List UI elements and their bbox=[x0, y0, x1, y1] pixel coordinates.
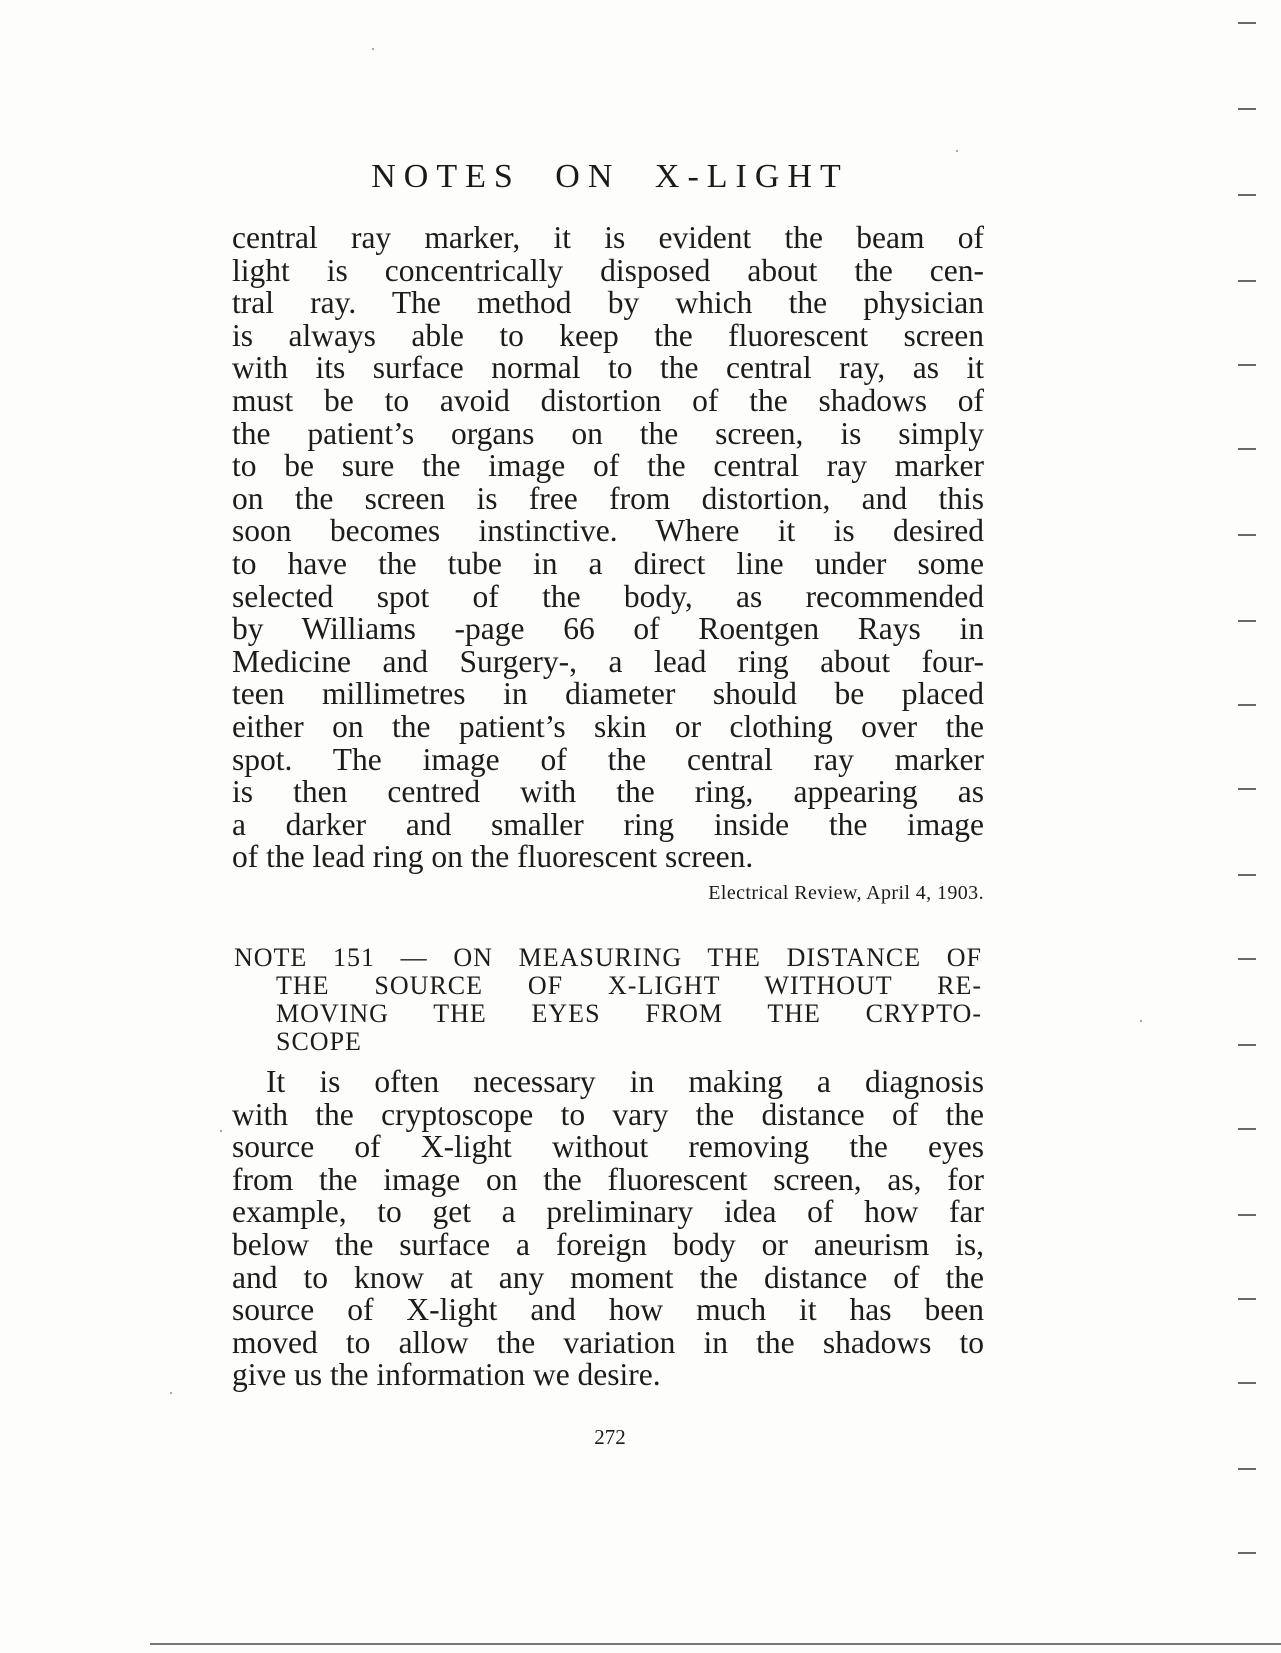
page-number: 272 bbox=[594, 1425, 626, 1449]
body-paragraph bbox=[232, 1066, 984, 1392]
text-line: tral ray. The method by which the physician bbox=[232, 285, 984, 321]
body-paragraph-continued bbox=[232, 222, 984, 874]
text-line: either on the patient’s skin or clothing over the bbox=[232, 708, 984, 744]
edge-tick bbox=[1238, 448, 1256, 450]
heading-line: NOTE 151 — ON MEASURING THE DISTANCE OF bbox=[234, 943, 982, 972]
heading-line: MOVING THE EYES FROM THE CRYPTO- bbox=[276, 999, 982, 1028]
edge-tick bbox=[1238, 620, 1256, 622]
text-line: spot. The image of the central ray marker bbox=[232, 741, 984, 777]
scan-speck bbox=[170, 1392, 172, 1394]
text-line: light is concentrically disposed about the cen- bbox=[232, 252, 984, 288]
edge-tick bbox=[1238, 1468, 1256, 1470]
edge-tick bbox=[1238, 194, 1256, 196]
heading-line: SCOPE bbox=[276, 1027, 362, 1056]
edge-tick bbox=[1238, 1044, 1256, 1046]
text-line: give us the information we desire. bbox=[232, 1357, 661, 1393]
text-line: on the screen is free from distortion, and this bbox=[232, 480, 984, 516]
edge-tick bbox=[1238, 280, 1256, 282]
text-line: by Williams -page 66 of Roentgen Rays in bbox=[232, 611, 984, 647]
text-line: is then centred with the ring, appearing as bbox=[232, 774, 984, 810]
edge-tick bbox=[1238, 958, 1256, 960]
text-line: to have the tube in a direct line under some bbox=[232, 545, 984, 581]
text-line: selected spot of the body, as recommended bbox=[232, 578, 984, 614]
scan-speck bbox=[956, 150, 958, 152]
edge-tick bbox=[1238, 22, 1256, 24]
text-line: a darker and smaller ring inside the image bbox=[232, 806, 984, 842]
text-line: soon becomes instinctive. Where it is desired bbox=[232, 513, 984, 549]
text-line: of the lead ring on the fluorescent screen. bbox=[232, 839, 754, 875]
text-line: with its surface normal to the central ray, as it bbox=[232, 350, 984, 386]
scan-bottom-edge bbox=[150, 1643, 1281, 1645]
edge-tick bbox=[1238, 1214, 1256, 1216]
text-line: with the cryptoscope to vary the distance of the bbox=[232, 1096, 984, 1132]
text-line: moved to allow the variation in the shadows to bbox=[232, 1324, 984, 1360]
edge-tick bbox=[1238, 874, 1256, 876]
edge-tick bbox=[1238, 1382, 1256, 1384]
text-line: source of X-light and how much it has been bbox=[232, 1292, 984, 1328]
scan-speck bbox=[372, 48, 374, 50]
text-line: and to know at any moment the distance of the bbox=[232, 1259, 984, 1295]
text-line: Medicine and Surgery-, a lead ring about four- bbox=[232, 643, 984, 679]
heading-line: THE SOURCE OF X-LIGHT WITHOUT RE- bbox=[276, 971, 982, 1000]
text-line: the patient’s organs on the screen, is simply bbox=[232, 415, 984, 451]
edge-tick bbox=[1238, 1298, 1256, 1300]
edge-tick bbox=[1238, 364, 1256, 366]
text-line: central ray marker, it is evident the beam of bbox=[232, 220, 984, 255]
scan-speck bbox=[220, 1130, 222, 1132]
edge-tick bbox=[1238, 788, 1256, 790]
edge-tick bbox=[1238, 534, 1256, 536]
running-head: NOTES ON X-LIGHT bbox=[371, 158, 849, 195]
text-line: to be sure the image of the central ray marker bbox=[232, 448, 984, 484]
text-line: is always able to keep the fluorescent screen bbox=[232, 317, 984, 353]
text-line: source of X-light without removing the eyes bbox=[232, 1129, 984, 1165]
text-line: example, to get a preliminary idea of how far bbox=[232, 1194, 984, 1230]
edge-tick bbox=[1238, 1128, 1256, 1130]
text-line: It is often necessary in making a diagnosis bbox=[266, 1064, 984, 1099]
edge-tick bbox=[1238, 108, 1256, 110]
text-line: below the surface a foreign body or aneurism is, bbox=[232, 1226, 984, 1262]
edge-tick bbox=[1238, 704, 1256, 706]
text-line: from the image on the fluorescent screen, as, for bbox=[232, 1161, 984, 1197]
text-line: teen millimetres in diameter should be placed bbox=[232, 676, 984, 712]
scan-speck bbox=[1140, 1020, 1142, 1022]
edge-tick bbox=[1238, 1552, 1256, 1554]
text-line: must be to avoid distortion of the shadows of bbox=[232, 382, 984, 418]
scan-edge-ticks bbox=[1238, 0, 1258, 1653]
note-heading bbox=[234, 944, 982, 1056]
citation: Electrical Review, April 4, 1903. bbox=[708, 882, 984, 904]
